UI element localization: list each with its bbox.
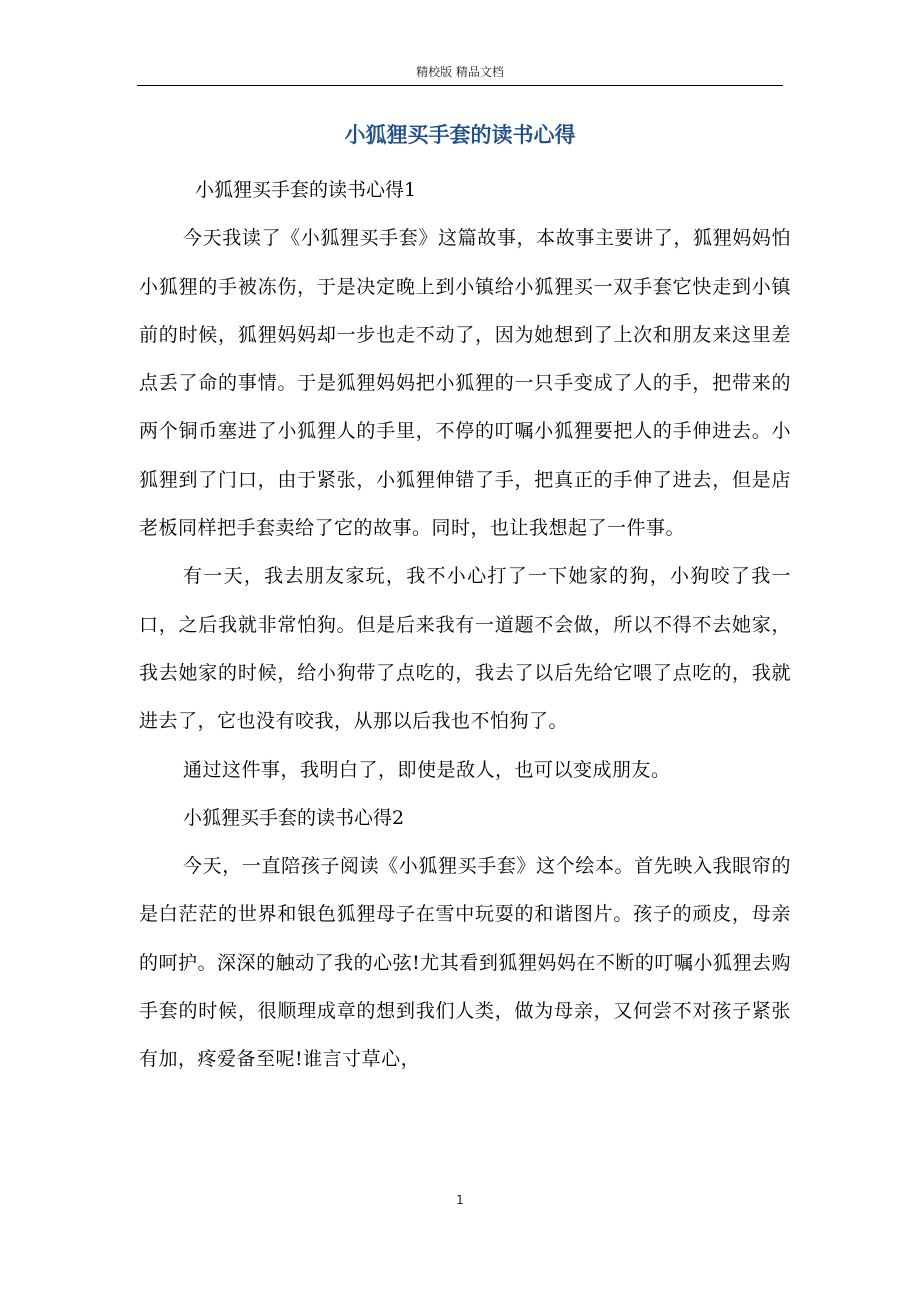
document-body xyxy=(139,166,791,1084)
document-title: 小狐狸买手套的读书心得 xyxy=(344,123,576,147)
page-number: 1 xyxy=(456,1193,464,1207)
paragraph: 有一天，我去朋友家玩，我不小心打了一下她家的狗，小狗咬了我一口，之后我就非常怕狗。但是后来我有一道题不会做，所以不得不去她家，我去她家的时候，给小狗带了点吃的，我去了以后先给它喂了点吃的，我就进去了，它也没有咬我，从那以后我也不怕狗了。 xyxy=(139,565,791,733)
section-heading-1: 小狐狸买手套的读书心得1 xyxy=(195,179,417,201)
paragraph: 今天我读了《小狐狸买手套》这篇故事，本故事主要讲了，狐狸妈妈怕小狐狸的手被冻伤，于是决定晚上到小镇给小狐狸买一双手套它快走到小镇前的时候，狐狸妈妈却一步也走不动了，因为她想到了上次和朋友来这里差点丢了命的事情。于是狐狸妈妈把小狐狸的一只手变成了人的手，把带来的两个铜币塞进了小狐狸人的手里，不停的叮嘱小狐狸要把人的手伸进去。小狐狸到了门口，由于紧张，小狐狸伸错了手，把真正的手伸了进去，但是店老板同样把手套卖给了它的故事。同时，也让我想起了一件事。 xyxy=(139,227,791,540)
section-heading-2: 小狐狸买手套的读书心得2 xyxy=(183,806,405,829)
paragraph: 今天，一直陪孩子阅读《小狐狸买手套》这个绘本。首先映入我眼帘的是白茫茫的世界和银色狐狸母子在雪中玩耍的和谐图片。孩子的顽皮，母亲的呵护。深深的触动了我的心弦!尤其看到狐狸妈妈在不断的叮嘱小狐狸去购手套的时候，很顺理成章的想到我们人类，做为母亲，又何尝不对孩子紧张有加，疼爱备至呢!谁言寸草心， xyxy=(139,855,791,1071)
paragraph: 通过这件事，我明白了，即使是敌人，也可以变成朋友。 xyxy=(183,758,671,781)
page-header: 精校版 精品文档 xyxy=(137,60,783,86)
